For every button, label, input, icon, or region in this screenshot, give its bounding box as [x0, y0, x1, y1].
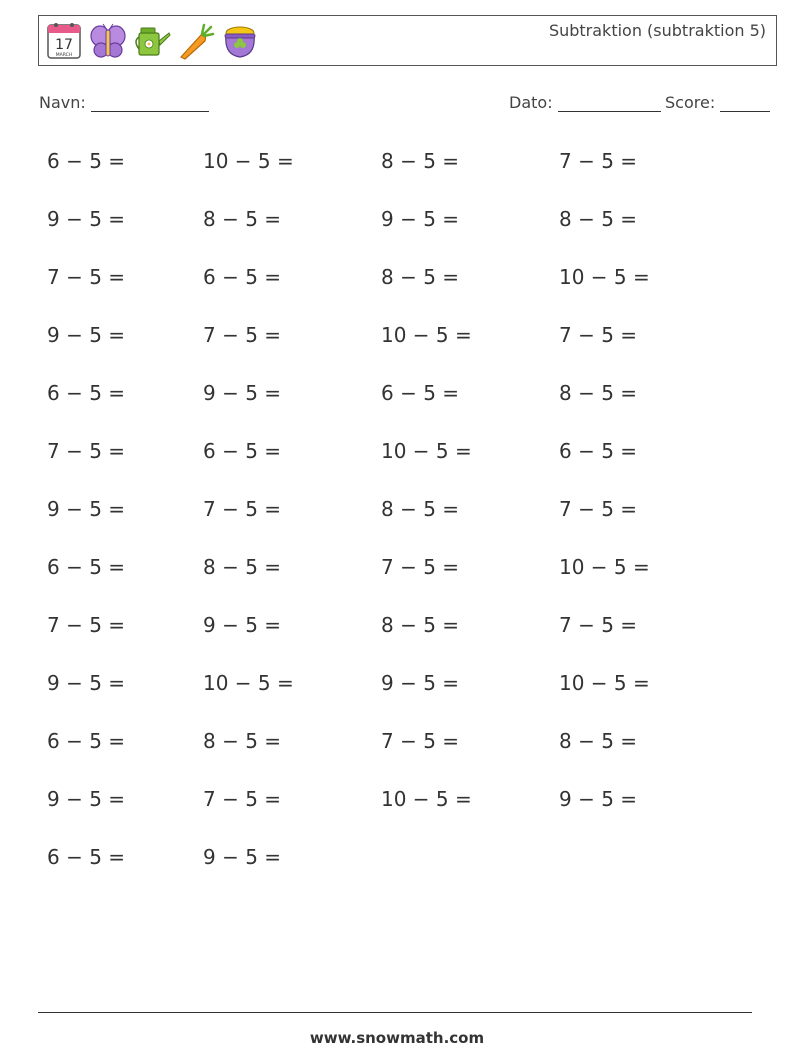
- problem-item: 7 − 5 =: [47, 613, 126, 637]
- problem-item: 6 − 5 =: [559, 439, 638, 463]
- problem-item: 7 − 5 =: [559, 613, 638, 637]
- problem-item: 10 − 5 =: [381, 787, 472, 811]
- problem-item: 8 − 5 =: [203, 555, 282, 579]
- problem-item: 9 − 5 =: [47, 787, 126, 811]
- name-field: [39, 93, 209, 112]
- problem-item: 10 − 5 =: [559, 555, 650, 579]
- problem-item: 8 − 5 =: [203, 729, 282, 753]
- watering-can-icon: [133, 21, 171, 61]
- problem-item: 8 − 5 =: [381, 497, 460, 521]
- date-field: [509, 93, 661, 112]
- problem-item: 9 − 5 =: [47, 323, 126, 347]
- problem-item: 10 − 5 =: [203, 671, 294, 695]
- problem-item: 10 − 5 =: [381, 323, 472, 347]
- problem-item: 6 − 5 =: [47, 149, 126, 173]
- problem-item: 9 − 5 =: [559, 787, 638, 811]
- score-label: Score:: [665, 93, 716, 112]
- problem-item: 6 − 5 =: [203, 265, 282, 289]
- problem-item: 10 − 5 =: [203, 149, 294, 173]
- problem-item: 7 − 5 =: [203, 497, 282, 521]
- problem-item: 7 − 5 =: [47, 439, 126, 463]
- problem-item: 8 − 5 =: [381, 613, 460, 637]
- problem-item: 7 − 5 =: [559, 497, 638, 521]
- problem-item: 7 − 5 =: [559, 149, 638, 173]
- problem-item: 9 − 5 =: [47, 497, 126, 521]
- problem-item: 8 − 5 =: [559, 207, 638, 231]
- score-line[interactable]: [720, 95, 770, 112]
- problem-item: 9 − 5 =: [47, 671, 126, 695]
- icon-strip: [45, 21, 259, 61]
- problem-item: 7 − 5 =: [203, 787, 282, 811]
- problem-item: 6 − 5 =: [47, 381, 126, 405]
- worksheet-title: Subtraktion (subtraktion 5): [548, 21, 766, 40]
- problem-item: 8 − 5 =: [559, 729, 638, 753]
- problem-item: 8 − 5 =: [381, 265, 460, 289]
- name-line[interactable]: [91, 95, 209, 112]
- problem-item: 6 − 5 =: [203, 439, 282, 463]
- footer-url: www.snowmath.com: [309, 1029, 485, 1047]
- problem-item: 9 − 5 =: [203, 381, 282, 405]
- problem-item: 9 − 5 =: [381, 671, 460, 695]
- problem-item: 10 − 5 =: [559, 265, 650, 289]
- header-box: [38, 15, 777, 66]
- problem-item: 6 − 5 =: [47, 555, 126, 579]
- problem-item: 9 − 5 =: [47, 207, 126, 231]
- carrot-icon: [177, 21, 215, 61]
- calendar-month: MARCH: [55, 53, 73, 58]
- problem-item: 7 − 5 =: [559, 323, 638, 347]
- problem-item: 9 − 5 =: [203, 613, 282, 637]
- calendar-icon: [45, 21, 83, 61]
- problem-item: 7 − 5 =: [203, 323, 282, 347]
- footer-divider: [38, 1012, 752, 1013]
- problem-item: 9 − 5 =: [203, 845, 282, 869]
- problem-item: 10 − 5 =: [559, 671, 650, 695]
- problem-item: 8 − 5 =: [559, 381, 638, 405]
- problem-item: 9 − 5 =: [381, 207, 460, 231]
- problem-item: 8 − 5 =: [381, 149, 460, 173]
- problem-item: 6 − 5 =: [47, 845, 126, 869]
- butterfly-icon: [89, 21, 127, 61]
- score-field: [665, 93, 770, 112]
- name-label: Navn:: [39, 93, 86, 112]
- problem-item: 8 − 5 =: [203, 207, 282, 231]
- problem-item: 7 − 5 =: [47, 265, 126, 289]
- problem-item: 6 − 5 =: [381, 381, 460, 405]
- calendar-day: 17: [55, 37, 73, 53]
- problem-item: 10 − 5 =: [381, 439, 472, 463]
- problem-item: 7 − 5 =: [381, 729, 460, 753]
- problem-item: 7 − 5 =: [381, 555, 460, 579]
- date-line[interactable]: [558, 95, 661, 112]
- date-label: Dato:: [509, 93, 553, 112]
- problem-item: 6 − 5 =: [47, 729, 126, 753]
- pot-of-gold-icon: [221, 21, 259, 61]
